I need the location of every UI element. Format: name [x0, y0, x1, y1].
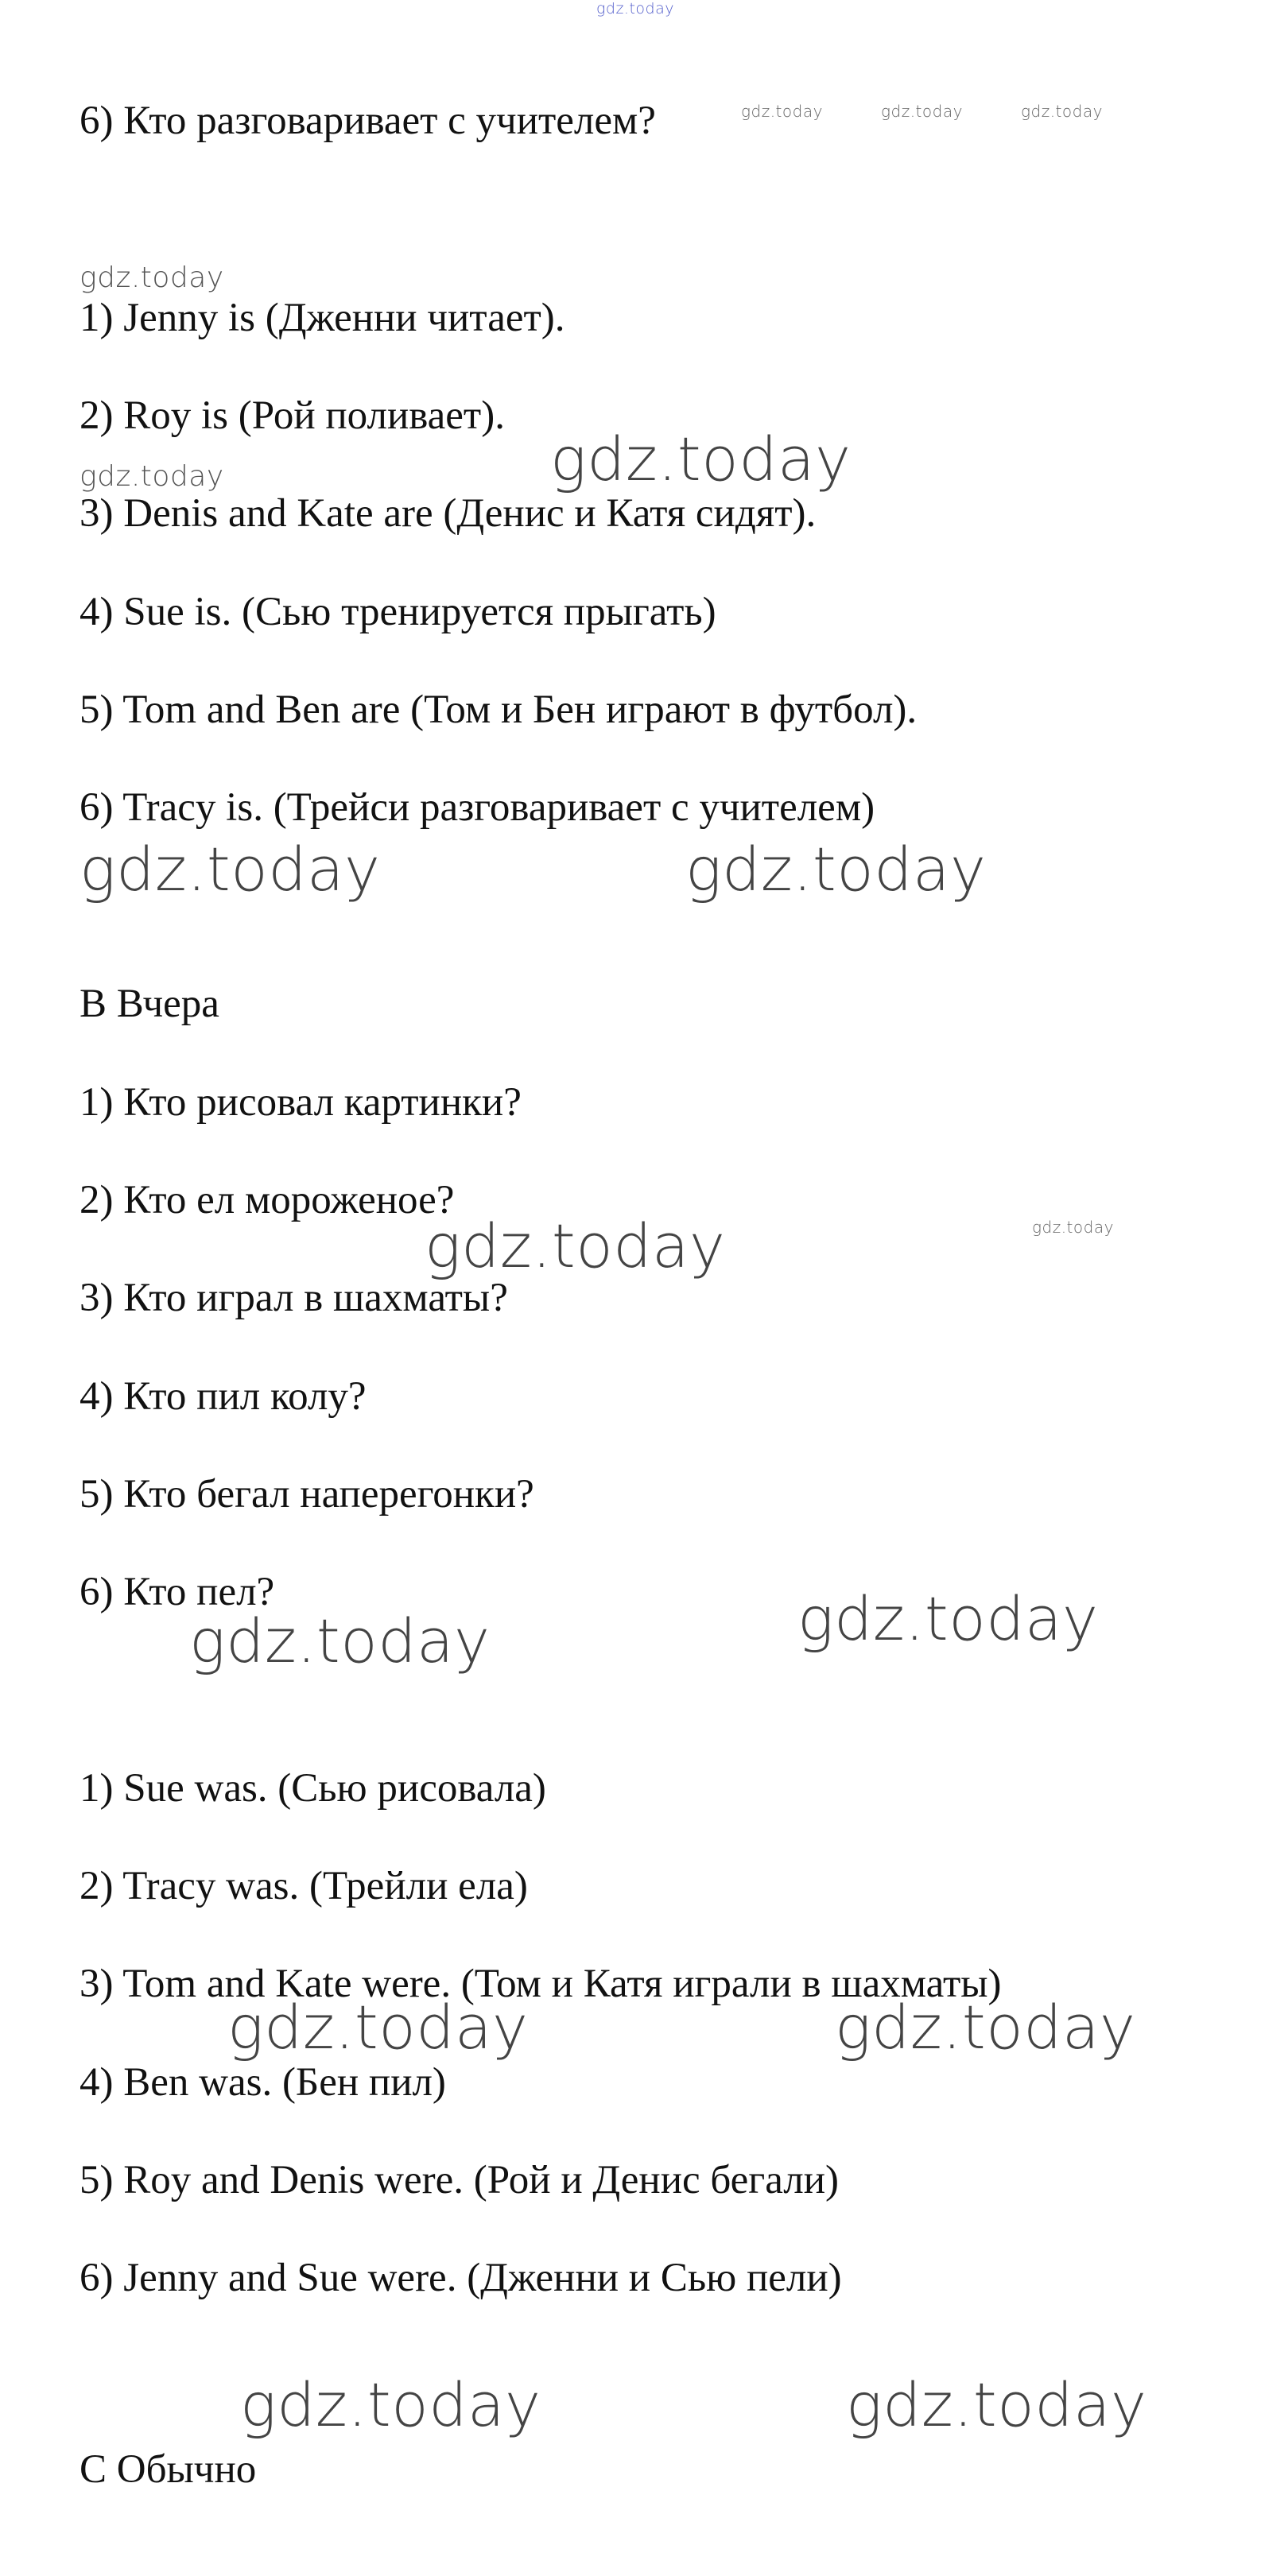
- section-b-heading: B Вчера: [80, 982, 219, 1026]
- watermark-large-10: gdz.today: [846, 2369, 1147, 2440]
- watermark-large-8: gdz.today: [835, 1992, 1136, 2063]
- section-c-heading: C Обычно: [80, 2447, 257, 2492]
- answer-a-5: 5) Tom and Ben are (Том и Бен играют в футбол).: [80, 688, 918, 732]
- answer-b-2: 2) Tracy was. (Трейли ела): [80, 1864, 528, 1908]
- watermark-top: gdz.today: [596, 0, 674, 17]
- answer-b-6: 6) Jenny and Sue were. (Дженни и Сью пели): [80, 2256, 842, 2300]
- watermark-small-4: gdz.today: [1032, 1218, 1114, 1237]
- question-b-1: 1) Кто рисовал картинки?: [80, 1080, 522, 1125]
- answer-b-1: 1) Sue was. (Сью рисовала): [80, 1766, 546, 1811]
- watermark-large-5: gdz.today: [797, 1583, 1099, 1654]
- watermark-large-9: gdz.today: [240, 2369, 541, 2440]
- answer-a-3: 3) Denis and Kate are (Денис и Катя сидят).: [80, 491, 817, 536]
- answer-a-4: 4) Sue is. (Сью тренируется прыгать): [80, 590, 716, 634]
- question-b-5: 5) Кто бегал наперегонки?: [80, 1472, 534, 1517]
- answer-a-1: 1) Jenny is (Дженни читает).: [80, 296, 565, 340]
- watermark-large-3: gdz.today: [685, 834, 987, 905]
- watermark-medium-2: gdz.today: [80, 460, 224, 493]
- answer-a-6: 6) Tracy is. (Трейси разговаривает с учителем): [80, 785, 875, 830]
- answer-b-5: 5) Roy and Denis were. (Рой и Денис бегали): [80, 2158, 840, 2202]
- watermark-large-4: gdz.today: [425, 1211, 726, 1281]
- question-a-6: 6) Кто разговаривает с учителем?: [80, 99, 656, 143]
- question-b-6: 6) Кто пел?: [80, 1570, 275, 1614]
- question-b-4: 4) Кто пил колу?: [80, 1374, 367, 1419]
- question-b-2: 2) Кто ел мороженое?: [80, 1178, 455, 1222]
- watermark-small-1: gdz.today: [741, 102, 823, 121]
- question-b-3: 3) Кто играл в шахматы?: [80, 1276, 508, 1320]
- watermark-small-3: gdz.today: [1021, 102, 1103, 121]
- answer-b-4: 4) Ben was. (Бен пил): [80, 2060, 446, 2105]
- watermark-large-1: gdz.today: [550, 424, 852, 494]
- watermark-large-6: gdz.today: [189, 1606, 491, 1676]
- watermark-large-7: gdz.today: [227, 1992, 529, 2063]
- watermark-small-2: gdz.today: [881, 102, 963, 121]
- watermark-medium-1: gdz.today: [80, 261, 224, 294]
- answer-b-3: 3) Tom and Kate were. (Том и Катя играли в шахматы): [80, 1962, 1002, 2006]
- watermark-large-2: gdz.today: [80, 834, 381, 905]
- answer-a-2: 2) Roy is (Рой поливает).: [80, 393, 505, 438]
